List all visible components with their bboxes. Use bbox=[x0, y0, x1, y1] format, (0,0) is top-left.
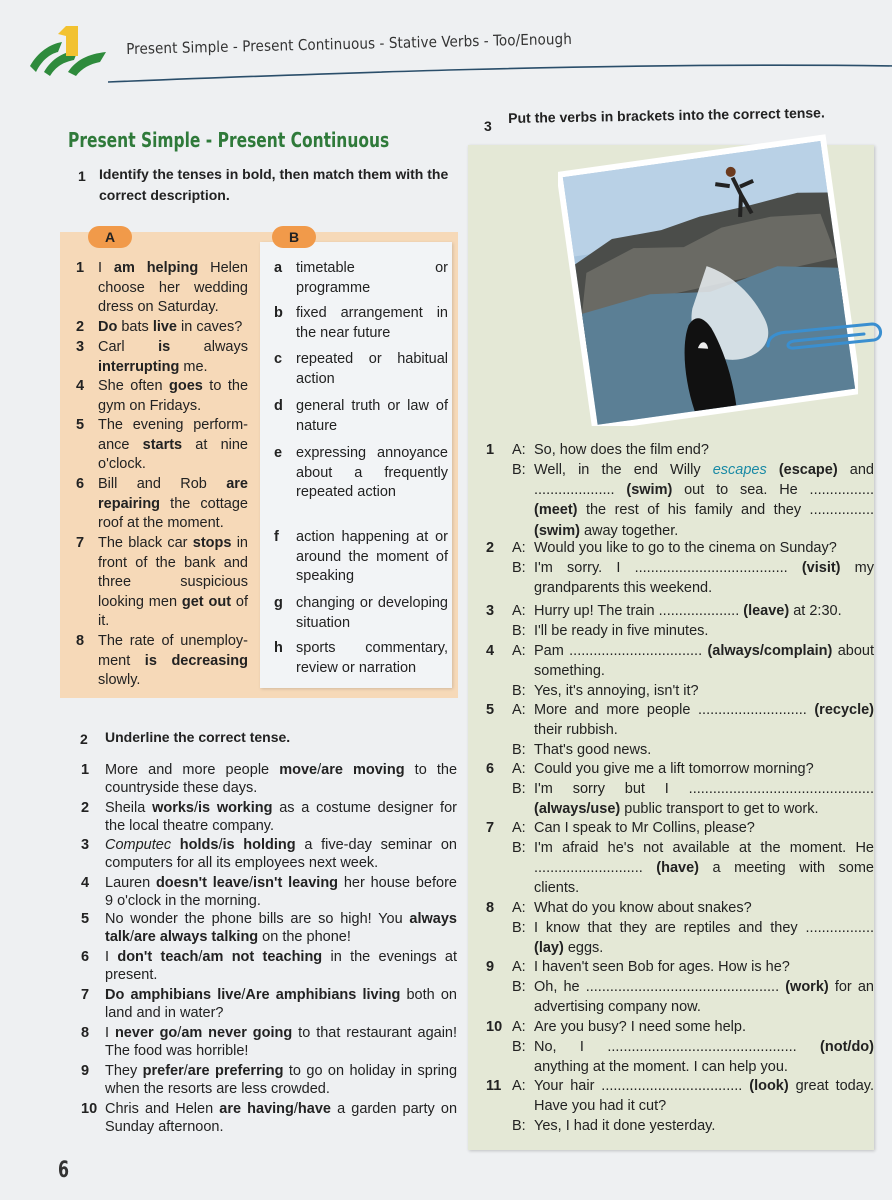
dialogue-number: 3 bbox=[486, 603, 495, 619]
column-a-item bbox=[76, 377, 249, 416]
item-text: The evening perform-ance starts at nine o'clock. bbox=[98, 417, 248, 473]
exercise-2-item bbox=[81, 761, 458, 797]
exercise-2-number: 2 bbox=[80, 731, 88, 747]
dialogue-line: No, I ............................................... (not/do) anything at the moment. I can help you. bbox=[534, 1039, 874, 1076]
item-number: 5 bbox=[81, 911, 90, 927]
item-text: The black car stops in front of the bank and three suspicious looking men get out of it. bbox=[98, 535, 249, 630]
speaker-label: B: bbox=[512, 781, 526, 797]
dialogue-line: More and more people ........................... (recycle) their rubbish. bbox=[534, 702, 874, 739]
column-a-item bbox=[76, 534, 249, 632]
dialogue-line: I know that they are reptiles and they ................. (lay) eggs. bbox=[534, 920, 874, 957]
dialogue-line: I haven't seen Bob for ages. How is he? bbox=[534, 959, 790, 975]
column-a-item bbox=[76, 632, 249, 691]
exercise-2-instruction: Underline the correct tense. bbox=[105, 729, 291, 745]
speaker-label: A: bbox=[512, 643, 526, 659]
column-b-item bbox=[274, 350, 448, 389]
speaker-label: B: bbox=[512, 1039, 526, 1055]
svg-text:1: 1 bbox=[72, 44, 73, 45]
exercise-2-item bbox=[81, 1024, 458, 1060]
dialogue-line: Pam ................................. (always/complain) about something. bbox=[534, 643, 874, 680]
speaker-label: A: bbox=[512, 959, 526, 975]
item-number: 3 bbox=[76, 339, 85, 355]
section-title: Present Simple - Present Continuous bbox=[68, 128, 390, 152]
column-b-item bbox=[274, 304, 448, 343]
dialogue-line: What do you know about snakes? bbox=[534, 900, 752, 916]
item-text: action happening at or around the moment of speaking bbox=[296, 529, 448, 585]
column-b-item bbox=[274, 528, 448, 587]
dialogue-line: Yes, it's annoying, isn't it? bbox=[534, 683, 699, 699]
dialogue-number: 5 bbox=[486, 702, 495, 718]
item-number: f bbox=[274, 529, 279, 545]
orca-photo bbox=[558, 126, 858, 426]
column-a-item bbox=[76, 338, 248, 377]
dialogue-line: Yes, I had it done yesterday. bbox=[534, 1118, 716, 1134]
item-text: fixed arrangement in the near future bbox=[296, 305, 448, 341]
item-number: 2 bbox=[81, 800, 90, 816]
dialogue-number: 4 bbox=[486, 643, 495, 659]
exercise-3-number: 3 bbox=[484, 118, 492, 134]
dialogue-number: 9 bbox=[486, 959, 495, 975]
item-text: No wonder the phone bills are so high! You always talk/are always talking on the phone! bbox=[105, 911, 457, 946]
column-a-label: A bbox=[88, 226, 132, 248]
item-text: Do bats live in caves? bbox=[98, 319, 243, 335]
column-b-item bbox=[274, 639, 448, 678]
speaker-label: A: bbox=[512, 1078, 526, 1094]
item-number: 10 bbox=[81, 1101, 98, 1117]
speaker-label: A: bbox=[512, 820, 526, 836]
speaker-label: A: bbox=[512, 603, 526, 619]
dialogue-number: 8 bbox=[486, 900, 495, 916]
item-text: Computec holds/is holding a five-day seminar on computers for all its employees next week. bbox=[105, 837, 457, 872]
dialogue-line: I'll be ready in five minutes. bbox=[534, 623, 709, 639]
item-text: I don't teach/am not teaching in the evenings at present. bbox=[105, 949, 457, 984]
dialogue-line: Oh, he ................................................ (work) for an advertising company now. bbox=[534, 979, 874, 1016]
header-title: Present Simple - Present Continuous - Stative Verbs - Too/Enough bbox=[126, 29, 573, 58]
column-b-item bbox=[274, 444, 448, 503]
item-text: timetable or programme bbox=[296, 260, 448, 296]
speaker-label: A: bbox=[512, 702, 526, 718]
item-text: Chris and Helen are having/have a garden party on Sunday afternoon. bbox=[105, 1101, 458, 1136]
exercise-2-item bbox=[81, 1062, 458, 1098]
item-text: The rate of unemploy-ment is decreasing slowly. bbox=[98, 633, 249, 689]
item-number: 1 bbox=[76, 260, 85, 276]
speaker-label: B: bbox=[512, 462, 526, 478]
dialogue-line: Hurry up! The train .................... (leave) at 2:30. bbox=[534, 603, 842, 619]
exercise-2-item bbox=[81, 986, 457, 1022]
item-text: general truth or law of nature bbox=[296, 398, 448, 434]
item-number: 6 bbox=[81, 949, 90, 965]
item-number: 3 bbox=[81, 837, 90, 853]
speaker-label: B: bbox=[512, 840, 526, 856]
header-divider bbox=[108, 58, 892, 88]
item-text: expressing annoyance about a frequently repeated action bbox=[296, 445, 448, 501]
dialogue-line: I'm sorry but I .............................................. (always/use) public transport to get to work. bbox=[534, 781, 874, 818]
dialogue-number: 6 bbox=[486, 761, 495, 777]
item-text: More and more people move/are moving to the countryside these days. bbox=[105, 762, 458, 797]
speaker-label: B: bbox=[512, 979, 526, 995]
column-b-item bbox=[274, 397, 448, 436]
exercise-2-item bbox=[81, 1100, 458, 1136]
item-text: changing or developing situation bbox=[296, 595, 448, 631]
item-text: sports commentary, review or narration bbox=[296, 640, 448, 676]
dialogue-line: I'm sorry. I ...................................... (visit) my grandparents this weekend. bbox=[534, 560, 874, 597]
item-number: d bbox=[274, 398, 283, 414]
dialogue-number: 7 bbox=[486, 820, 495, 836]
speaker-label: B: bbox=[512, 920, 526, 936]
speaker-label: A: bbox=[512, 761, 526, 777]
item-number: 7 bbox=[76, 535, 85, 551]
item-number: 4 bbox=[76, 378, 85, 394]
dialogue-line: Could you give me a lift tomorrow morning? bbox=[534, 761, 814, 777]
column-b-item bbox=[274, 259, 448, 298]
exercise-2-item bbox=[81, 836, 457, 872]
item-text: Sheila works/is working as a costume designer for the local theatre company. bbox=[105, 800, 457, 835]
item-text: They prefer/are preferring to go on holiday in spring when the resorts are less crowded. bbox=[105, 1063, 458, 1098]
dialogue-line: I'm afraid he's not available at the moment. He ........................... (have) a meeting with some clients. bbox=[534, 840, 874, 897]
item-number: 5 bbox=[76, 417, 85, 433]
dialogue-number: 11 bbox=[486, 1078, 502, 1094]
paperclip-icon bbox=[760, 316, 890, 364]
speaker-label: B: bbox=[512, 1118, 526, 1134]
exercise-3-instruction: Put the verbs in brackets into the correct tense. bbox=[508, 104, 825, 126]
column-a-item bbox=[76, 416, 248, 475]
item-number: 4 bbox=[81, 875, 90, 891]
dialogue-line: Are you busy? I need some help. bbox=[534, 1019, 746, 1035]
dialogue-line: Would you like to go to the cinema on Sunday? bbox=[534, 540, 837, 556]
item-text: I am helping Helen choose her wedding dress on Saturday. bbox=[98, 260, 248, 316]
item-number: 9 bbox=[81, 1063, 90, 1079]
item-text: She often goes to the gym on Fridays. bbox=[98, 378, 249, 414]
item-text: I never go/am never going to that restaurant again! The food was horrible! bbox=[105, 1025, 458, 1060]
item-number: 7 bbox=[81, 987, 90, 1003]
item-text: Do amphibians live/Are amphibians living both on land and in water? bbox=[105, 987, 457, 1022]
item-text: Lauren doesn't leave/isn't leaving her house before 9 o'clock in the morning. bbox=[105, 875, 457, 910]
exercise-1-number: 1 bbox=[78, 168, 86, 184]
dialogue-line: So, how does the film end? bbox=[534, 442, 709, 458]
dialogue-number: 1 bbox=[486, 442, 495, 458]
column-a-item bbox=[76, 318, 248, 338]
dialogue-line: That's good news. bbox=[534, 742, 652, 758]
dialogue-number: 10 bbox=[486, 1019, 503, 1035]
dialogue-line: Well, in the end Willy escapes (escape) and .................... (swim) out to sea. He ................ (meet) the rest of his family and they ................ (swim) away together. bbox=[534, 462, 874, 539]
unit-logo-icon bbox=[28, 22, 110, 78]
dialogue-line: Your hair ................................... (look) great today. Have you had it cut? bbox=[534, 1078, 875, 1115]
item-number: 6 bbox=[76, 476, 85, 492]
speaker-label: B: bbox=[512, 623, 526, 639]
item-number: b bbox=[274, 305, 283, 321]
item-number: 2 bbox=[76, 319, 85, 335]
column-b-label: B bbox=[272, 226, 316, 248]
item-text: repeated or habitual action bbox=[296, 351, 448, 387]
item-text: Bill and Rob are repairing the cottage roof at the moment. bbox=[98, 476, 248, 532]
item-number: 1 bbox=[81, 762, 90, 778]
item-number: g bbox=[274, 595, 283, 611]
speaker-label: B: bbox=[512, 560, 526, 576]
item-text: Carl is always interrupting me. bbox=[98, 339, 248, 375]
item-number: 8 bbox=[81, 1025, 90, 1041]
column-a-item bbox=[76, 475, 248, 534]
dialogue-line: Can I speak to Mr Collins, please? bbox=[534, 820, 755, 836]
item-number: a bbox=[274, 260, 283, 276]
exercise-2-item bbox=[81, 910, 457, 946]
column-b-item bbox=[274, 594, 448, 633]
exercise-2-item bbox=[81, 874, 457, 910]
speaker-label: A: bbox=[512, 442, 526, 458]
column-a-item bbox=[76, 259, 248, 318]
dialogue-number: 2 bbox=[486, 540, 495, 556]
item-number: h bbox=[274, 640, 283, 656]
item-number: 8 bbox=[76, 633, 85, 649]
item-number: e bbox=[274, 445, 283, 461]
speaker-label: B: bbox=[512, 742, 526, 758]
page-number: 6 bbox=[58, 1158, 70, 1183]
speaker-label: A: bbox=[512, 900, 526, 916]
speaker-label: B: bbox=[512, 683, 526, 699]
speaker-label: A: bbox=[512, 540, 526, 556]
speaker-label: A: bbox=[512, 1019, 526, 1035]
exercise-2-item bbox=[81, 948, 457, 984]
item-number: c bbox=[274, 351, 283, 367]
exercise-2-item bbox=[81, 799, 457, 835]
exercise-1-instruction: Identify the tenses in bold, then match them with the correct description. bbox=[99, 166, 449, 203]
